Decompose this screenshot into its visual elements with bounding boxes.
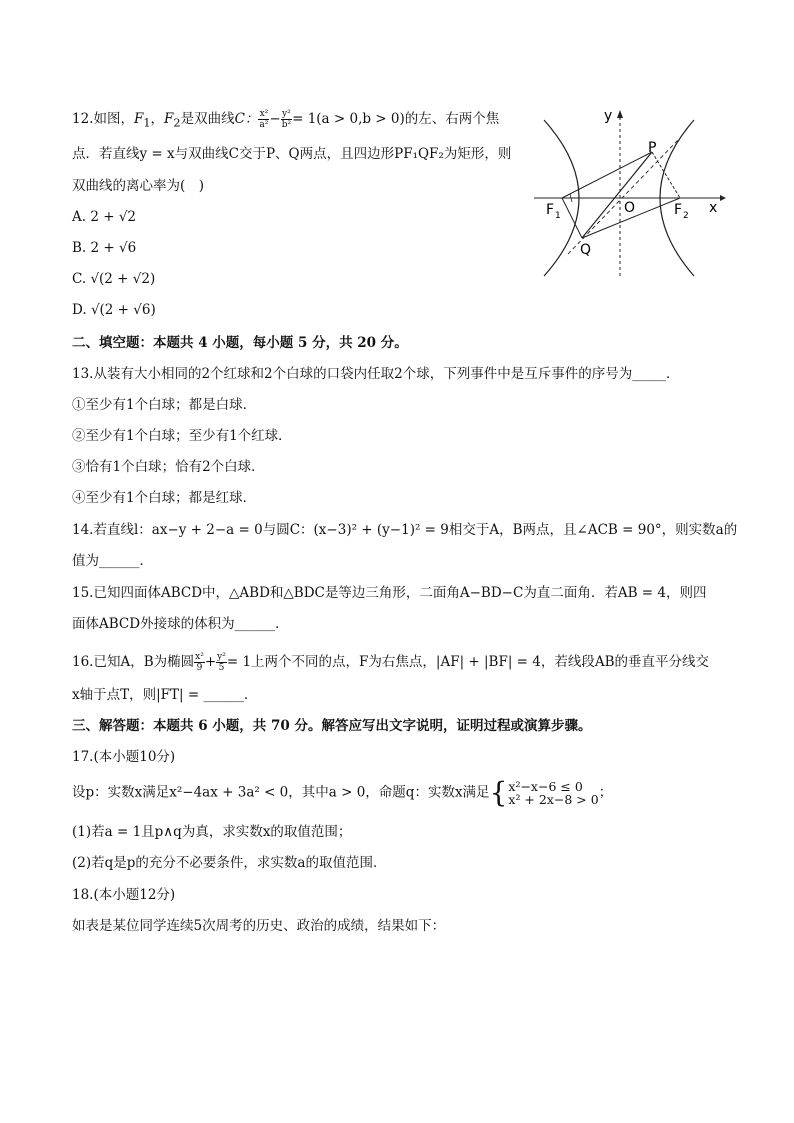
q12-line1 bbox=[72, 109, 499, 133]
q13-stem: 13.从装有大小相同的2个红球和2个白球的口袋内任取2个球，下列事件中是互斥事件的序号为_____． bbox=[72, 366, 680, 382]
option-label: C. bbox=[72, 271, 87, 287]
ellipse-frac-x bbox=[194, 652, 205, 673]
q12-option-b bbox=[72, 239, 136, 257]
q18-stem: 如表是某位同学连续5次周考的历史、政治的成绩，结果如下： bbox=[72, 918, 446, 934]
q17-part1: (1)若a = 1且p∧q为真，求实数x的取值范围； bbox=[72, 824, 352, 840]
q16-line1-tail: = 1上两个不同的点，F为右焦点，|AF| + |BF| = 4，若线段AB的垂直平分线交 bbox=[226, 654, 710, 670]
plus-sign: + bbox=[204, 654, 217, 670]
frac-y-numerator: y² bbox=[282, 109, 291, 119]
label-o: O bbox=[624, 200, 636, 216]
f2-symbol: F bbox=[164, 111, 174, 127]
inequality-2: x² + 2x−8 > 0 bbox=[508, 792, 599, 807]
q13-item-1: ①至少有1个白球；都是白球． bbox=[72, 397, 257, 413]
q18-heading: 18.(本小题12分) bbox=[72, 887, 176, 903]
y-axis-arrow bbox=[617, 110, 623, 118]
f1-subscript: 1 bbox=[143, 116, 151, 130]
q17-stem-text: 设p：实数x满足x²−4ax + 3a² < 0，其中a > 0，命题q：实数x满足 bbox=[72, 784, 490, 801]
label-f1-sub: 1 bbox=[555, 211, 561, 221]
option-text: 2 + √6 bbox=[90, 240, 137, 256]
q16-intro: 16.已知A，B为椭圆 bbox=[72, 654, 195, 670]
curve-symbol: C： bbox=[234, 111, 259, 127]
label-f1: F bbox=[546, 202, 555, 218]
label-y: y bbox=[604, 108, 613, 124]
minus-sign: − bbox=[269, 111, 281, 127]
q17-part2: (2)若q是p的充分不必要条件，求实数a的取值范围． bbox=[72, 855, 387, 871]
hyperbola-frac-y bbox=[281, 109, 292, 130]
label-f2-sub: 2 bbox=[683, 211, 689, 221]
q12-intro: 12.如图， bbox=[72, 111, 134, 127]
option-label: A. bbox=[72, 209, 87, 225]
q15-line2: 面体ABCD外接球的体积为______． bbox=[72, 616, 289, 632]
section-3-heading: 三、解答题：本题共 6 小题，共 70 分。解答应写出文字说明，证明过程或演算步骤。 bbox=[72, 718, 592, 734]
option-label: B. bbox=[72, 240, 87, 256]
q13-item-3: ③恰有1个白球；恰有2个白球． bbox=[72, 459, 265, 475]
q16-line2: x轴于点T，则|FT| = ______． bbox=[72, 687, 258, 703]
label-f2: F bbox=[674, 202, 683, 218]
q17-stem bbox=[72, 776, 613, 809]
label-p: P bbox=[648, 140, 657, 156]
diagonal-pq bbox=[582, 152, 652, 238]
q12-option-a bbox=[72, 208, 136, 226]
option-text: 2 + √2 bbox=[90, 209, 137, 225]
option-text: √(2 + √6) bbox=[90, 302, 156, 318]
hyperbola-figure bbox=[528, 104, 728, 282]
frac-x-denominator: a² bbox=[259, 120, 269, 130]
label-q: Q bbox=[580, 242, 592, 258]
ellipse-frac-y bbox=[216, 652, 227, 673]
ellipse-x-numerator: x² bbox=[195, 652, 204, 662]
option-text: √(2 + √2) bbox=[90, 271, 156, 287]
q12-separator: ， bbox=[150, 111, 165, 127]
q14-line1: 14.若直线l：ax−y + 2−a = 0与圆C：(x−3)² + (y−1)² = 9相交于A，B两点，且∠ACB = 90°，则实数a的 bbox=[72, 522, 738, 538]
section-2-heading: 二、填空题：本题共 4 小题，每小题 5 分，共 20 分。 bbox=[72, 335, 408, 351]
f1-symbol: F bbox=[133, 111, 144, 127]
q17-stem-end: ； bbox=[598, 784, 613, 801]
system-brace: { bbox=[489, 776, 508, 809]
ellipse-y-numerator: y² bbox=[217, 652, 226, 662]
q13-item-2: ②至少有1个白球；至少有1个红球． bbox=[72, 428, 292, 444]
f2-subscript: 2 bbox=[173, 116, 181, 130]
q12-option-d bbox=[72, 301, 156, 319]
hyperbola-diagram bbox=[528, 104, 728, 282]
ellipse-x-denominator: 9 bbox=[196, 663, 203, 673]
inequality-1: x²−x−6 ≤ 0 bbox=[508, 779, 583, 794]
q13-item-4: ④至少有1个白球；都是红球． bbox=[72, 490, 257, 506]
q14-line2: 值为______． bbox=[72, 553, 153, 569]
x-axis-arrow bbox=[720, 195, 726, 201]
ellipse-y-denominator: 5 bbox=[218, 663, 225, 673]
inequality-system bbox=[508, 780, 598, 806]
q12-mid-text: 是双曲线 bbox=[180, 111, 235, 127]
q16-line1 bbox=[72, 652, 709, 673]
option-label: D. bbox=[72, 302, 87, 318]
q12-line3: 双曲线的离心率为( ) bbox=[72, 178, 205, 194]
q12-option-c bbox=[72, 270, 155, 288]
q17-heading: 17.(本小题10分) bbox=[72, 749, 176, 765]
segment-pf2 bbox=[652, 152, 680, 198]
q15-line1: 15.已知四面体ABCD中，△ABD和△BDC是等边三角形，二面角A−BD−C为直二面角．若AB = 4，则四 bbox=[72, 585, 707, 601]
frac-y-denominator: b² bbox=[281, 120, 292, 130]
q12-line1-tail: = 1(a > 0,b > 0)的左、右两个焦 bbox=[292, 111, 500, 127]
frac-x-numerator: x² bbox=[259, 109, 269, 119]
label-x: x bbox=[709, 200, 718, 216]
q12-line2: 点．若直线y = x与双曲线C交于P、Q两点，且四边形PF₁QF₂为矩形，则 bbox=[72, 146, 512, 162]
hyperbola-frac-x bbox=[258, 109, 269, 130]
